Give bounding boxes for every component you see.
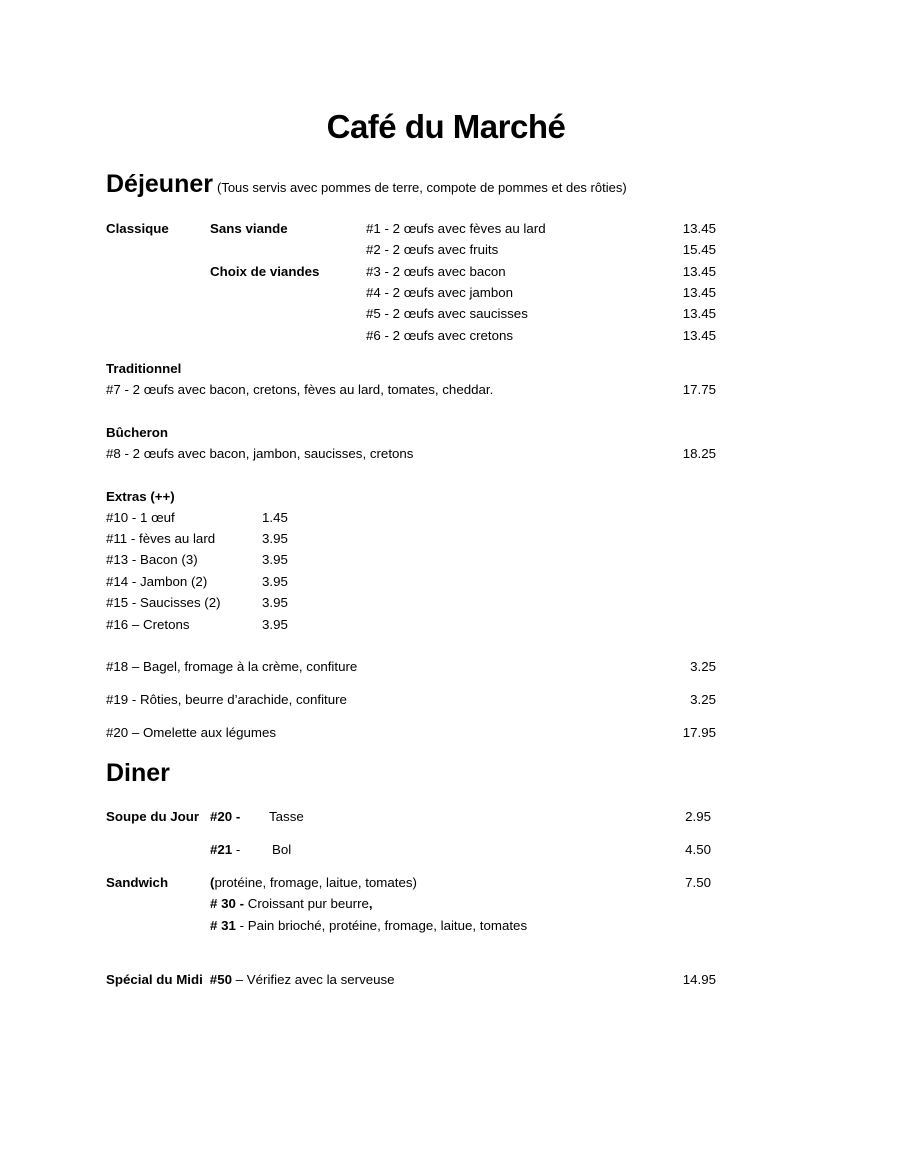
menu-item-name: #4 - 2 œufs avec jambon	[366, 285, 514, 300]
menu-item-name: #2 - 2 œufs avec fruits	[366, 242, 499, 257]
extra-item-price: 3.95	[262, 531, 288, 546]
extra-item-name: #14 - Jambon (2)	[106, 574, 208, 589]
menu-item-price: 13.45	[682, 221, 716, 236]
special-line	[106, 972, 395, 988]
soupe-item-price: 4.50	[685, 842, 711, 857]
menu-item-price: 15.45	[682, 242, 716, 257]
extras-label: Extras (++)	[106, 489, 175, 504]
extra-item-name: #11 - fèves au lard	[106, 531, 216, 546]
diner-heading: Diner	[106, 759, 170, 787]
menu-item-name: #18 – Bagel, fromage à la crème, confiture	[106, 659, 358, 674]
extra-item-price: 3.95	[262, 552, 288, 567]
menu-item-price: 13.45	[682, 285, 716, 300]
menu-item-name: #3 - 2 œufs avec bacon	[366, 264, 506, 279]
menu-item-name: #8 - 2 œufs avec bacon, jambon, saucisses, cretons	[106, 446, 414, 461]
menu-item-name: #20 – Omelette aux légumes	[106, 725, 277, 740]
extra-item-name: #16 – Cretons	[106, 617, 190, 632]
soupe-item-name: Bol	[272, 842, 292, 857]
sandwich-item-number: # 30 -	[210, 896, 245, 911]
dejeuner-note: (Tous servis avec pommes de terre, compote de pommes et des rôties)	[216, 180, 627, 195]
bucheron-label: Bûcheron	[106, 425, 169, 440]
extra-item-price: 3.95	[262, 595, 288, 610]
menu-item-name: #7 - 2 œufs avec bacon, cretons, fèves au lard, tomates, cheddar.	[106, 382, 494, 397]
menu-item-name: #1 - 2 œufs avec fèves au lard	[366, 221, 546, 236]
sandwich-item-suffix: ,	[368, 896, 373, 911]
sandwich-item	[210, 896, 373, 912]
menu-item-price: 13.45	[682, 264, 716, 279]
menu-item-price: 17.95	[682, 725, 716, 740]
choix-de-viandes-label: Choix de viandes	[210, 264, 320, 279]
traditionnel-label: Traditionnel	[106, 361, 182, 376]
soupe-item-number-line	[210, 842, 240, 858]
menu-item-price: 3.25	[690, 659, 716, 674]
extra-item-price: 3.95	[262, 574, 288, 589]
sandwich-label: Sandwich	[106, 875, 169, 890]
sandwich-price: 7.50	[685, 875, 711, 890]
sandwich-item	[210, 918, 527, 934]
extra-item-name: #15 - Saucisses (2)	[106, 595, 221, 610]
soupe-item-sep: -	[232, 842, 241, 857]
sandwich-description	[210, 875, 417, 891]
special-name: – Vérifiez avec la serveuse	[231, 972, 395, 987]
extra-item-price: 3.95	[262, 617, 288, 632]
soupe-item-number: #20 -	[210, 809, 241, 824]
menu-item-price: 3.25	[690, 692, 716, 707]
special-price: 14.95	[682, 972, 716, 987]
menu-item-price: 13.45	[682, 328, 716, 343]
extra-item-price: 1.45	[262, 510, 288, 525]
sandwich-item-name: Croissant pur beurre	[244, 896, 369, 911]
soupe-label: Soupe du Jour	[106, 809, 200, 824]
menu-item-price: 17.75	[682, 382, 716, 397]
sandwich-description-text: protéine, fromage, laitue, tomates)	[214, 875, 417, 890]
paren-open: (	[210, 875, 215, 890]
menu-item-name: #5 - 2 œufs avec saucisses	[366, 306, 528, 321]
menu-item-price: 13.45	[682, 306, 716, 321]
extra-item-name: #10 - 1 œuf	[106, 510, 175, 525]
classique-label: Classique	[106, 221, 169, 236]
soupe-item-name: Tasse	[269, 809, 304, 824]
menu-item-name: #6 - 2 œufs avec cretons	[366, 328, 514, 343]
sandwich-item-number: # 31	[210, 918, 236, 933]
special-label: Spécial du Midi	[106, 972, 203, 987]
sandwich-item-name: - Pain brioché, protéine, fromage, laitue, tomates	[235, 918, 528, 933]
page-title: Café du Marché	[326, 108, 566, 145]
dejeuner-heading: Déjeuner	[106, 170, 213, 198]
soupe-item-price: 2.95	[685, 809, 711, 824]
extra-item-name: #13 - Bacon (3)	[106, 552, 198, 567]
menu-item-name: #19 - Rôties, beurre d’arachide, confiture	[106, 692, 347, 707]
special-number: #50	[209, 972, 232, 987]
soupe-item-number: #21	[210, 842, 233, 857]
sans-viande-label: Sans viande	[210, 221, 288, 236]
menu-item-price: 18.25	[682, 446, 716, 461]
dejeuner-section-header	[106, 170, 627, 199]
